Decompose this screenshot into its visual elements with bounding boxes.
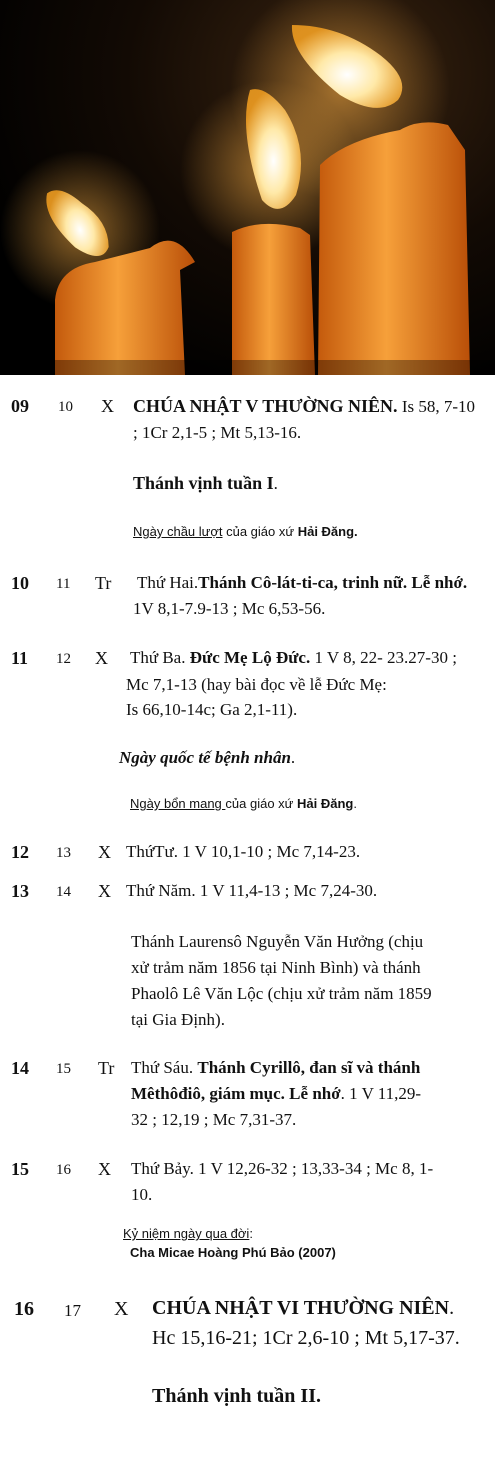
weekday: Thứ Hai.: [137, 573, 199, 592]
day-number: 15: [11, 1159, 29, 1179]
day-number: 10: [11, 573, 29, 593]
note-text: của giáo xứ: [222, 524, 298, 539]
memorial-text: Phaolô Lê Văn Lộc (chịu xử trảm năm 1859: [131, 984, 432, 1003]
note-link[interactable]: Ngày chầu lượt: [133, 524, 223, 539]
entry-line: Thứ Năm. 1 V 11,4-13 ; Mc 7,24-30.: [126, 881, 378, 900]
day-number: 09: [11, 396, 29, 416]
psalter-end: .: [273, 474, 278, 493]
title-end: .: [449, 1297, 455, 1319]
day-number: 16: [14, 1298, 34, 1320]
saint-feast: Thánh Cyrillô, đan sĩ và thánh: [197, 1058, 421, 1077]
weekday: Thứ Sáu.: [131, 1058, 198, 1077]
liturgical-color: X: [114, 1298, 129, 1320]
observance-title: Ngày quốc tế bệnh nhân: [119, 748, 291, 767]
psalter-label: Thánh vịnh tuần I: [133, 473, 274, 493]
note-text: của giáo xứ: [225, 796, 297, 811]
reading-ref: Mc 7,1-13 (hay bài đọc về lễ Đức Mẹ:: [126, 675, 387, 694]
lunar-day: 13: [56, 845, 71, 861]
anniversary-label: [123, 1226, 253, 1241]
reading-ref: 10.: [131, 1185, 153, 1204]
reading-ref: 1 V 8, 22- 23.27-30 ;: [310, 648, 457, 667]
liturgical-color: X: [98, 842, 111, 862]
anniversary-colon: :: [249, 1226, 253, 1241]
lunar-day: 17: [64, 1301, 81, 1320]
day-number: 11: [11, 648, 29, 668]
feast-title: CHÚA NHẬT V THƯỜNG NIÊN.: [133, 396, 398, 416]
day-number: 12: [11, 842, 29, 862]
reading-ref: 1V 8,1-7.9-13 ; Mc 6,53-56.: [133, 599, 326, 618]
day-number: 14: [11, 1058, 29, 1078]
liturgical-color: X: [101, 396, 114, 416]
entry-line: [152, 1293, 454, 1323]
liturgical-color: X: [98, 881, 111, 901]
anniversary-link[interactable]: Kỷ niệm ngày qua đời: [123, 1226, 250, 1241]
reading-ref: Is 58, 7-10: [397, 397, 476, 416]
reading-ref: 32 ; 12,19 ; Mc 7,31-37.: [131, 1110, 297, 1129]
candles-image: [0, 0, 495, 375]
parish-note: [133, 524, 358, 539]
entry-line: [137, 570, 467, 596]
lunar-day: 16: [56, 1162, 71, 1178]
day-number: 13: [11, 881, 29, 901]
liturgical-color: X: [95, 648, 108, 668]
weekday: Thứ Ba.: [130, 648, 190, 667]
entry-line: [131, 1081, 421, 1107]
reading-ref: . 1 V 11,29-: [340, 1084, 422, 1103]
feast-title: CHÚA NHẬT VI THƯỜNG NIÊN: [152, 1297, 450, 1319]
parish-name: Hải Đăng: [296, 796, 354, 811]
note-end: .: [353, 796, 357, 811]
entry-line: [133, 393, 475, 420]
saint-feast: Mêthôđiô, giám mục. Lễ nhớ: [131, 1084, 341, 1103]
lunar-day: 14: [56, 884, 71, 900]
lunar-day: 11: [56, 576, 71, 592]
observance-end: .: [290, 748, 296, 767]
entry-line: [131, 1055, 420, 1081]
lunar-day: 10: [58, 399, 73, 415]
saint-feast: Đức Mẹ Lộ Đức.: [189, 648, 311, 667]
reading-ref: Is 66,10-14c; Ga 2,1-11).: [126, 700, 298, 719]
parish-name: Hải Đăng.: [297, 524, 358, 539]
candles-illustration: [0, 0, 495, 375]
entry-line: ThứTư. 1 V 10,1-10 ; Mc 7,14-23.: [126, 842, 361, 861]
note-link[interactable]: Ngày bổn mang: [130, 796, 226, 811]
psalter-week: Thánh vịnh tuần II.: [152, 1385, 321, 1407]
memorial-text: Thánh Laurensô Nguyễn Văn Hưởng (chịu: [131, 932, 424, 951]
reading-ref: Hc 15,16-21; 1Cr 2,6-10 ; Mt 5,17-37.: [152, 1327, 460, 1349]
entry-line: Thứ Bảy. 1 V 12,26-32 ; 13,33-34 ; Mc 8, 1-: [131, 1159, 434, 1178]
observance: [119, 745, 295, 771]
parish-note: [130, 796, 357, 811]
entry-line: [130, 645, 457, 671]
saint-feast: Thánh Cô-lát-ti-ca, trinh nữ. Lễ nhớ.: [198, 573, 468, 592]
liturgical-color: Tr: [95, 573, 112, 593]
lunar-day: 15: [56, 1061, 71, 1077]
memorial-text: tại Gia Định).: [131, 1010, 225, 1029]
memorial-text: xử trảm năm 1856 tại Ninh Bình) và thánh: [131, 958, 421, 977]
liturgical-color: X: [98, 1159, 111, 1179]
lunar-day: 12: [56, 651, 71, 667]
liturgical-color: Tr: [98, 1058, 115, 1078]
reading-ref: ; 1Cr 2,1-5 ; Mt 5,13-16.: [133, 423, 302, 442]
psalter-week: [133, 470, 278, 497]
anniversary-name: Cha Micae Hoàng Phú Bảo (2007): [130, 1245, 336, 1260]
